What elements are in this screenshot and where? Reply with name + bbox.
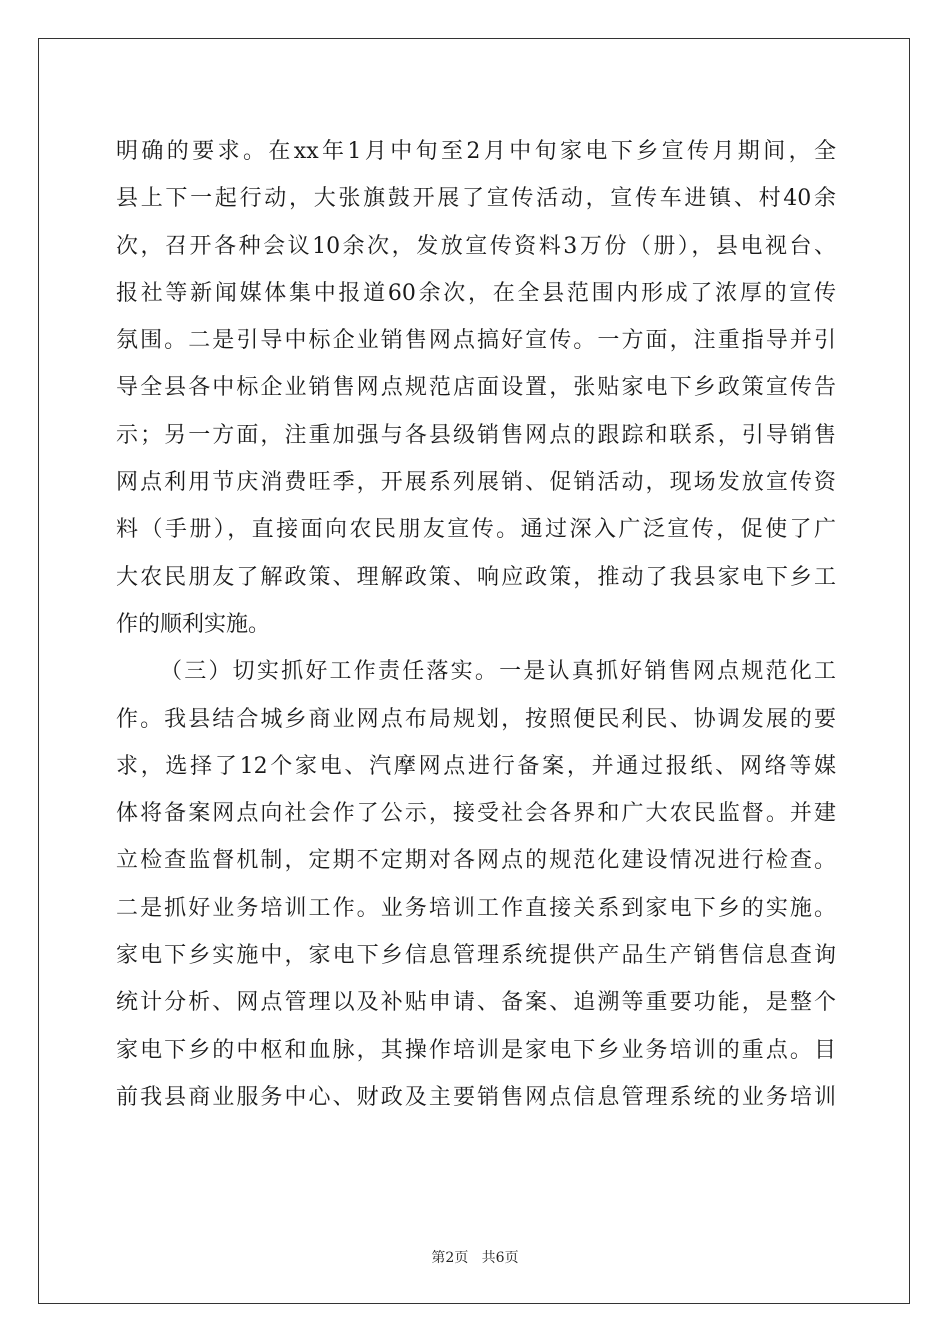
document-body [116, 128, 836, 1121]
text-line: 示；另一方面，注重加强与各县级销售网点的跟踪和联系，引导销售 [116, 422, 836, 448]
text-line: （三）切实抓好工作责任落实。一是认真抓好销售网点规范化工 [160, 659, 836, 685]
text-line: 导全县各中标企业销售网点规范店面设置，张贴家电下乡政策宣传告 [116, 375, 836, 401]
text-line: 网点利用节庆消费旺季，开展系列展销、促销活动，现场发放宣传资 [116, 470, 836, 496]
text-line: 作的顺利实施。 [116, 611, 271, 637]
text-line: 家电下乡实施中，家电下乡信息管理系统提供产品生产销售信息查询 [116, 943, 836, 969]
text-line: 统计分析、网点管理以及补贴申请、备案、追溯等重要功能，是整个 [116, 990, 836, 1016]
text-line: 求，选择了12个家电、汽摩网点进行备案，并通过报纸、网络等媒 [116, 753, 836, 779]
text-line: 立检查监督机制，定期不定期对各网点的规范化建设情况进行检查。 [116, 848, 836, 874]
text-line: 县上下一起行动，大张旗鼓开展了宣传活动，宣传车进镇、村40余 [116, 186, 836, 212]
paragraph [116, 648, 836, 1121]
text-line: 料（手册），直接面向农民朋友宣传。通过深入广泛宣传，促使了广 [116, 517, 836, 543]
text-line: 二是抓好业务培训工作。业务培训工作直接关系到家电下乡的实施。 [116, 895, 836, 921]
paragraph [116, 128, 836, 648]
text-line: 体将备案网点向社会作了公示，接受社会各界和广大农民监督。并建 [116, 801, 836, 827]
page-number-footer: 第2页 共6页 [431, 1250, 519, 1266]
text-line: 家电下乡的中枢和血脉，其操作培训是家电下乡业务培训的重点。目 [116, 1037, 836, 1063]
text-line: 次，召开各种会议10余次，发放宣传资料3万份（册），县电视台、 [116, 233, 836, 259]
text-line: 明确的要求。在xx年1月中旬至2月中旬家电下乡宣传月期间，全 [116, 139, 836, 164]
text-line: 氛围。二是引导中标企业销售网点搞好宣传。一方面，注重指导并引 [116, 328, 836, 354]
text-line: 大农民朋友了解政策、理解政策、响应政策，推动了我县家电下乡工 [116, 564, 836, 590]
text-line: 报社等新闻媒体集中报道60余次，在全县范围内形成了浓厚的宣传 [116, 280, 836, 306]
text-line: 作。我县结合城乡商业网点布局规划，按照便民利民、协调发展的要 [116, 706, 836, 732]
text-line: 前我县商业服务中心、财政及主要销售网点信息管理系统的业务培训 [116, 1084, 836, 1110]
